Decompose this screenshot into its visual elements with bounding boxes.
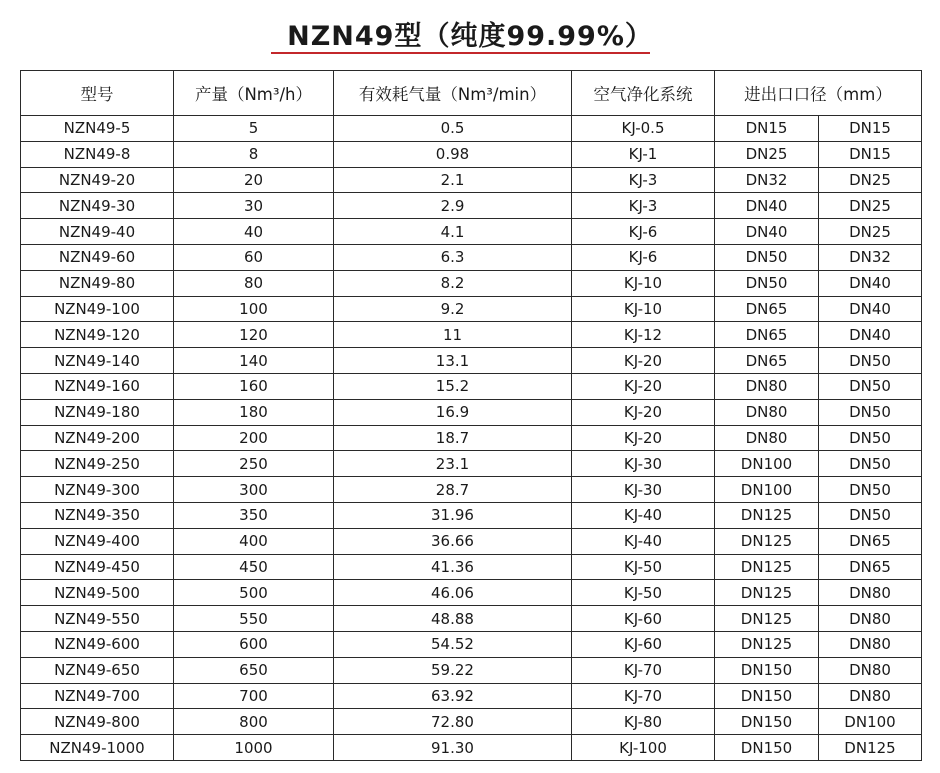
table-row [21,116,922,142]
cell-air-purification: KJ-30 [572,477,715,503]
cell-model: NZN49-700 [21,683,174,709]
cell-inlet-diameter: DN50 [715,244,819,270]
cell-air-purification: KJ-6 [572,219,715,245]
cell-output: 1000 [174,735,334,761]
spec-table-header [21,71,922,116]
cell-outlet-diameter: DN40 [819,296,922,322]
cell-air-purification: KJ-30 [572,451,715,477]
cell-model: NZN49-180 [21,399,174,425]
cell-output: 200 [174,425,334,451]
cell-model: NZN49-120 [21,322,174,348]
table-row [21,477,922,503]
cell-output: 550 [174,606,334,632]
cell-air-consumption: 11 [334,322,572,348]
cell-air-consumption: 54.52 [334,631,572,657]
cell-output: 100 [174,296,334,322]
cell-outlet-diameter: DN50 [819,425,922,451]
cell-air-purification: KJ-50 [572,580,715,606]
cell-outlet-diameter: DN32 [819,244,922,270]
cell-inlet-diameter: DN150 [715,735,819,761]
cell-air-purification: KJ-10 [572,296,715,322]
table-row [21,244,922,270]
cell-inlet-diameter: DN150 [715,683,819,709]
title-underline [271,52,650,54]
cell-model: NZN49-800 [21,709,174,735]
cell-air-purification: KJ-20 [572,373,715,399]
cell-outlet-diameter: DN50 [819,477,922,503]
cell-air-consumption: 2.1 [334,167,572,193]
cell-output: 180 [174,399,334,425]
cell-air-consumption: 2.9 [334,193,572,219]
cell-model: NZN49-30 [21,193,174,219]
cell-outlet-diameter: DN50 [819,348,922,374]
cell-output: 250 [174,451,334,477]
cell-air-purification: KJ-60 [572,631,715,657]
header-model: 型号 [21,71,174,116]
cell-output: 20 [174,167,334,193]
cell-outlet-diameter: DN25 [819,193,922,219]
cell-air-purification: KJ-20 [572,425,715,451]
cell-output: 60 [174,244,334,270]
cell-model: NZN49-500 [21,580,174,606]
cell-air-consumption: 31.96 [334,502,572,528]
cell-output: 80 [174,270,334,296]
table-row [21,373,922,399]
cell-air-consumption: 6.3 [334,244,572,270]
table-row [21,502,922,528]
cell-outlet-diameter: DN15 [819,141,922,167]
cell-inlet-diameter: DN125 [715,580,819,606]
cell-air-purification: KJ-6 [572,244,715,270]
cell-inlet-diameter: DN125 [715,502,819,528]
cell-outlet-diameter: DN50 [819,451,922,477]
cell-outlet-diameter: DN80 [819,631,922,657]
cell-output: 400 [174,528,334,554]
cell-air-purification: KJ-40 [572,502,715,528]
cell-model: NZN49-5 [21,116,174,142]
cell-inlet-diameter: DN65 [715,348,819,374]
cell-air-consumption: 59.22 [334,657,572,683]
cell-inlet-diameter: DN50 [715,270,819,296]
header-output: 产量（Nm³/h） [174,71,334,116]
cell-air-purification: KJ-3 [572,193,715,219]
table-row [21,399,922,425]
cell-air-purification: KJ-70 [572,657,715,683]
cell-inlet-diameter: DN40 [715,219,819,245]
cell-inlet-diameter: DN80 [715,399,819,425]
cell-air-purification: KJ-3 [572,167,715,193]
cell-air-consumption: 18.7 [334,425,572,451]
cell-output: 40 [174,219,334,245]
cell-model: NZN49-8 [21,141,174,167]
cell-inlet-diameter: DN150 [715,709,819,735]
cell-air-consumption: 0.98 [334,141,572,167]
cell-inlet-diameter: DN125 [715,631,819,657]
cell-inlet-diameter: DN65 [715,322,819,348]
cell-air-consumption: 63.92 [334,683,572,709]
table-row [21,296,922,322]
cell-outlet-diameter: DN40 [819,270,922,296]
cell-air-purification: KJ-12 [572,322,715,348]
cell-air-purification: KJ-60 [572,606,715,632]
cell-outlet-diameter: DN65 [819,528,922,554]
cell-inlet-diameter: DN40 [715,193,819,219]
cell-air-consumption: 41.36 [334,554,572,580]
page-title: NZN49型（纯度99.99%） [287,21,653,52]
cell-output: 140 [174,348,334,374]
cell-outlet-diameter: DN125 [819,735,922,761]
cell-air-purification: KJ-80 [572,709,715,735]
cell-output: 8 [174,141,334,167]
cell-outlet-diameter: DN50 [819,399,922,425]
cell-model: NZN49-40 [21,219,174,245]
cell-model: NZN49-20 [21,167,174,193]
header-air-consumption: 有效耗气量（Nm³/min） [334,71,572,116]
cell-model: NZN49-200 [21,425,174,451]
cell-outlet-diameter: DN80 [819,657,922,683]
cell-air-purification: KJ-20 [572,399,715,425]
cell-outlet-diameter: DN15 [819,116,922,142]
cell-outlet-diameter: DN80 [819,683,922,709]
cell-air-purification: KJ-10 [572,270,715,296]
header-port-diameter: 进出口口径（mm） [715,71,922,116]
table-row [21,219,922,245]
cell-output: 30 [174,193,334,219]
cell-inlet-diameter: DN80 [715,373,819,399]
table-row [21,270,922,296]
cell-air-purification: KJ-20 [572,348,715,374]
cell-model: NZN49-550 [21,606,174,632]
cell-air-purification: KJ-50 [572,554,715,580]
cell-outlet-diameter: DN25 [819,167,922,193]
cell-model: NZN49-650 [21,657,174,683]
spec-table-body [21,116,922,761]
cell-air-consumption: 48.88 [334,606,572,632]
cell-inlet-diameter: DN15 [715,116,819,142]
cell-model: NZN49-1000 [21,735,174,761]
cell-model: NZN49-250 [21,451,174,477]
cell-air-consumption: 46.06 [334,580,572,606]
cell-air-consumption: 9.2 [334,296,572,322]
table-row [21,709,922,735]
cell-air-purification: KJ-70 [572,683,715,709]
table-row [21,580,922,606]
cell-inlet-diameter: DN125 [715,606,819,632]
table-row [21,451,922,477]
cell-model: NZN49-350 [21,502,174,528]
cell-outlet-diameter: DN65 [819,554,922,580]
cell-output: 600 [174,631,334,657]
cell-air-consumption: 8.2 [334,270,572,296]
cell-output: 120 [174,322,334,348]
table-row [21,141,922,167]
table-row [21,425,922,451]
cell-air-consumption: 15.2 [334,373,572,399]
spec-table [20,70,922,761]
cell-air-consumption: 0.5 [334,116,572,142]
table-row [21,167,922,193]
cell-air-consumption: 36.66 [334,528,572,554]
cell-air-purification: KJ-100 [572,735,715,761]
cell-output: 5 [174,116,334,142]
table-row [21,322,922,348]
cell-air-purification: KJ-1 [572,141,715,167]
table-row [21,348,922,374]
cell-air-consumption: 13.1 [334,348,572,374]
cell-inlet-diameter: DN25 [715,141,819,167]
table-row [21,528,922,554]
cell-air-consumption: 16.9 [334,399,572,425]
cell-model: NZN49-600 [21,631,174,657]
table-row [21,554,922,580]
cell-output: 350 [174,502,334,528]
cell-model: NZN49-100 [21,296,174,322]
cell-inlet-diameter: DN80 [715,425,819,451]
table-row [21,735,922,761]
table-row [21,193,922,219]
cell-outlet-diameter: DN100 [819,709,922,735]
cell-output: 300 [174,477,334,503]
table-row [21,631,922,657]
cell-inlet-diameter: DN100 [715,477,819,503]
cell-air-consumption: 28.7 [334,477,572,503]
cell-outlet-diameter: DN80 [819,580,922,606]
header-air-purification: 空气净化系统 [572,71,715,116]
cell-outlet-diameter: DN50 [819,502,922,528]
cell-air-consumption: 23.1 [334,451,572,477]
cell-inlet-diameter: DN32 [715,167,819,193]
cell-inlet-diameter: DN150 [715,657,819,683]
table-row [21,683,922,709]
cell-model: NZN49-140 [21,348,174,374]
cell-output: 650 [174,657,334,683]
cell-inlet-diameter: DN125 [715,528,819,554]
cell-outlet-diameter: DN25 [819,219,922,245]
cell-air-purification: KJ-0.5 [572,116,715,142]
cell-model: NZN49-400 [21,528,174,554]
table-row [21,606,922,632]
cell-model: NZN49-80 [21,270,174,296]
cell-outlet-diameter: DN50 [819,373,922,399]
cell-output: 160 [174,373,334,399]
cell-inlet-diameter: DN100 [715,451,819,477]
cell-output: 800 [174,709,334,735]
table-row [21,657,922,683]
cell-model: NZN49-160 [21,373,174,399]
cell-model: NZN49-60 [21,244,174,270]
cell-output: 700 [174,683,334,709]
cell-inlet-diameter: DN65 [715,296,819,322]
cell-output: 450 [174,554,334,580]
cell-model: NZN49-450 [21,554,174,580]
cell-outlet-diameter: DN40 [819,322,922,348]
cell-air-consumption: 72.80 [334,709,572,735]
cell-air-consumption: 4.1 [334,219,572,245]
cell-inlet-diameter: DN125 [715,554,819,580]
cell-air-consumption: 91.30 [334,735,572,761]
cell-model: NZN49-300 [21,477,174,503]
cell-outlet-diameter: DN80 [819,606,922,632]
cell-air-purification: KJ-40 [572,528,715,554]
cell-output: 500 [174,580,334,606]
header-row [21,71,922,116]
